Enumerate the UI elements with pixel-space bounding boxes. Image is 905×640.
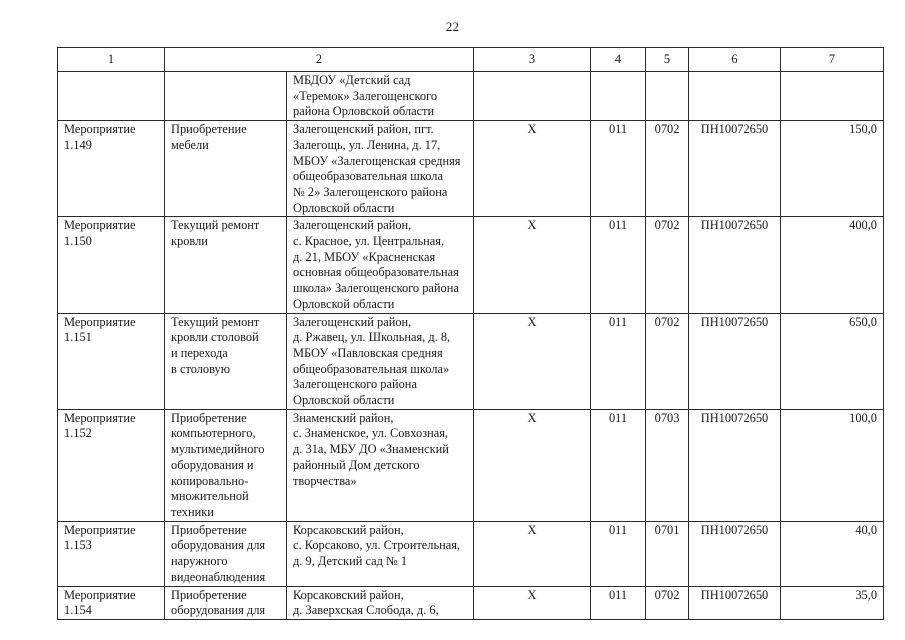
column-header-1: 1 [58, 48, 165, 72]
column-header-7: 7 [781, 48, 884, 72]
name-cell [165, 72, 287, 121]
address-cell: МБДОУ «Детский сад «Теремок» Залегощенского района Орловской области [287, 72, 474, 121]
amount-cell: 650,0 [781, 313, 884, 409]
name-cell: Приобретение мебели [165, 121, 287, 217]
section-cell: 0703 [646, 409, 689, 521]
address-cell: Залегощенский район, пгт. Залегощь, ул. Ленина, д. 17, МБОУ «Залегощенская средняя общеобразовательная школа № 2» Залегощенского района Орловской области [287, 121, 474, 217]
col3-cell: Х [474, 586, 591, 619]
target-code-cell: ПН10072650 [689, 217, 781, 313]
table-row [58, 586, 884, 619]
table-row [58, 313, 884, 409]
address-cell: Корсаковский район, с. Корсаково, ул. Строительная, д. 9, Детский сад № 1 [287, 521, 474, 586]
name-cell: Текущий ремонт кровли столовой и перехода в столовую [165, 313, 287, 409]
target-code-cell: ПН10072650 [689, 521, 781, 586]
amount-cell: 400,0 [781, 217, 884, 313]
table-row [58, 409, 884, 521]
event-cell: Мероприятие 1.151 [58, 313, 165, 409]
section-cell: 0701 [646, 521, 689, 586]
address-cell: Залегощенский район, д. Ржавец, ул. Школьная, д. 8, МБОУ «Павловская средняя общеобразовательная школа» Залегощенского района Орловской области [287, 313, 474, 409]
event-cell [58, 72, 165, 121]
name-cell: Приобретение оборудования для [165, 586, 287, 619]
section-cell: 0702 [646, 121, 689, 217]
table-row [58, 521, 884, 586]
name-cell: Приобретение компьютерного, мультимедийного оборудования и копировально- множительной техники [165, 409, 287, 521]
amount-cell: 35,0 [781, 586, 884, 619]
amount-cell [781, 72, 884, 121]
col3-cell: Х [474, 217, 591, 313]
column-header-4: 4 [591, 48, 646, 72]
amount-cell: 150,0 [781, 121, 884, 217]
column-header-3: 3 [474, 48, 591, 72]
target-code-cell: ПН10072650 [689, 586, 781, 619]
code-cell: 011 [591, 121, 646, 217]
target-code-cell: ПН10072650 [689, 121, 781, 217]
code-cell [591, 72, 646, 121]
col3-cell: Х [474, 409, 591, 521]
col3-cell: Х [474, 121, 591, 217]
section-cell: 0702 [646, 586, 689, 619]
code-cell: 011 [591, 217, 646, 313]
col3-cell [474, 72, 591, 121]
budget-table [57, 47, 884, 620]
amount-cell: 40,0 [781, 521, 884, 586]
col3-cell: Х [474, 313, 591, 409]
event-cell: Мероприятие 1.154 [58, 586, 165, 619]
table-row [58, 217, 884, 313]
page-number: 22 [445, 19, 460, 34]
table-header-row [58, 48, 884, 72]
code-cell: 011 [591, 521, 646, 586]
event-cell: Мероприятие 1.150 [58, 217, 165, 313]
target-code-cell: ПН10072650 [689, 313, 781, 409]
section-cell [646, 72, 689, 121]
code-cell: 011 [591, 313, 646, 409]
event-cell: Мероприятие 1.152 [58, 409, 165, 521]
column-header-6: 6 [689, 48, 781, 72]
address-cell: Залегощенский район, с. Красное, ул. Центральная, д. 21, МБОУ «Красненская основная общеобразовательная школа» Залегощенского района Орловской области [287, 217, 474, 313]
column-header-2: 2 [165, 48, 474, 72]
event-cell: Мероприятие 1.153 [58, 521, 165, 586]
column-header-5: 5 [646, 48, 689, 72]
target-code-cell: ПН10072650 [689, 409, 781, 521]
target-code-cell [689, 72, 781, 121]
section-cell: 0702 [646, 217, 689, 313]
col3-cell: Х [474, 521, 591, 586]
event-cell: Мероприятие 1.149 [58, 121, 165, 217]
table-row [58, 121, 884, 217]
table-row [58, 72, 884, 121]
address-cell: Знаменский район, с. Знаменское, ул. Совхозная, д. 31а, МБУ ДО «Знаменский районный Дом детского творчества» [287, 409, 474, 521]
amount-cell: 100,0 [781, 409, 884, 521]
code-cell: 011 [591, 409, 646, 521]
address-cell: Корсаковский район, д. Заверхская Слобода, д. 6, [287, 586, 474, 619]
name-cell: Текущий ремонт кровли [165, 217, 287, 313]
code-cell: 011 [591, 586, 646, 619]
name-cell: Приобретение оборудования для наружного видеонаблюдения [165, 521, 287, 586]
section-cell: 0702 [646, 313, 689, 409]
